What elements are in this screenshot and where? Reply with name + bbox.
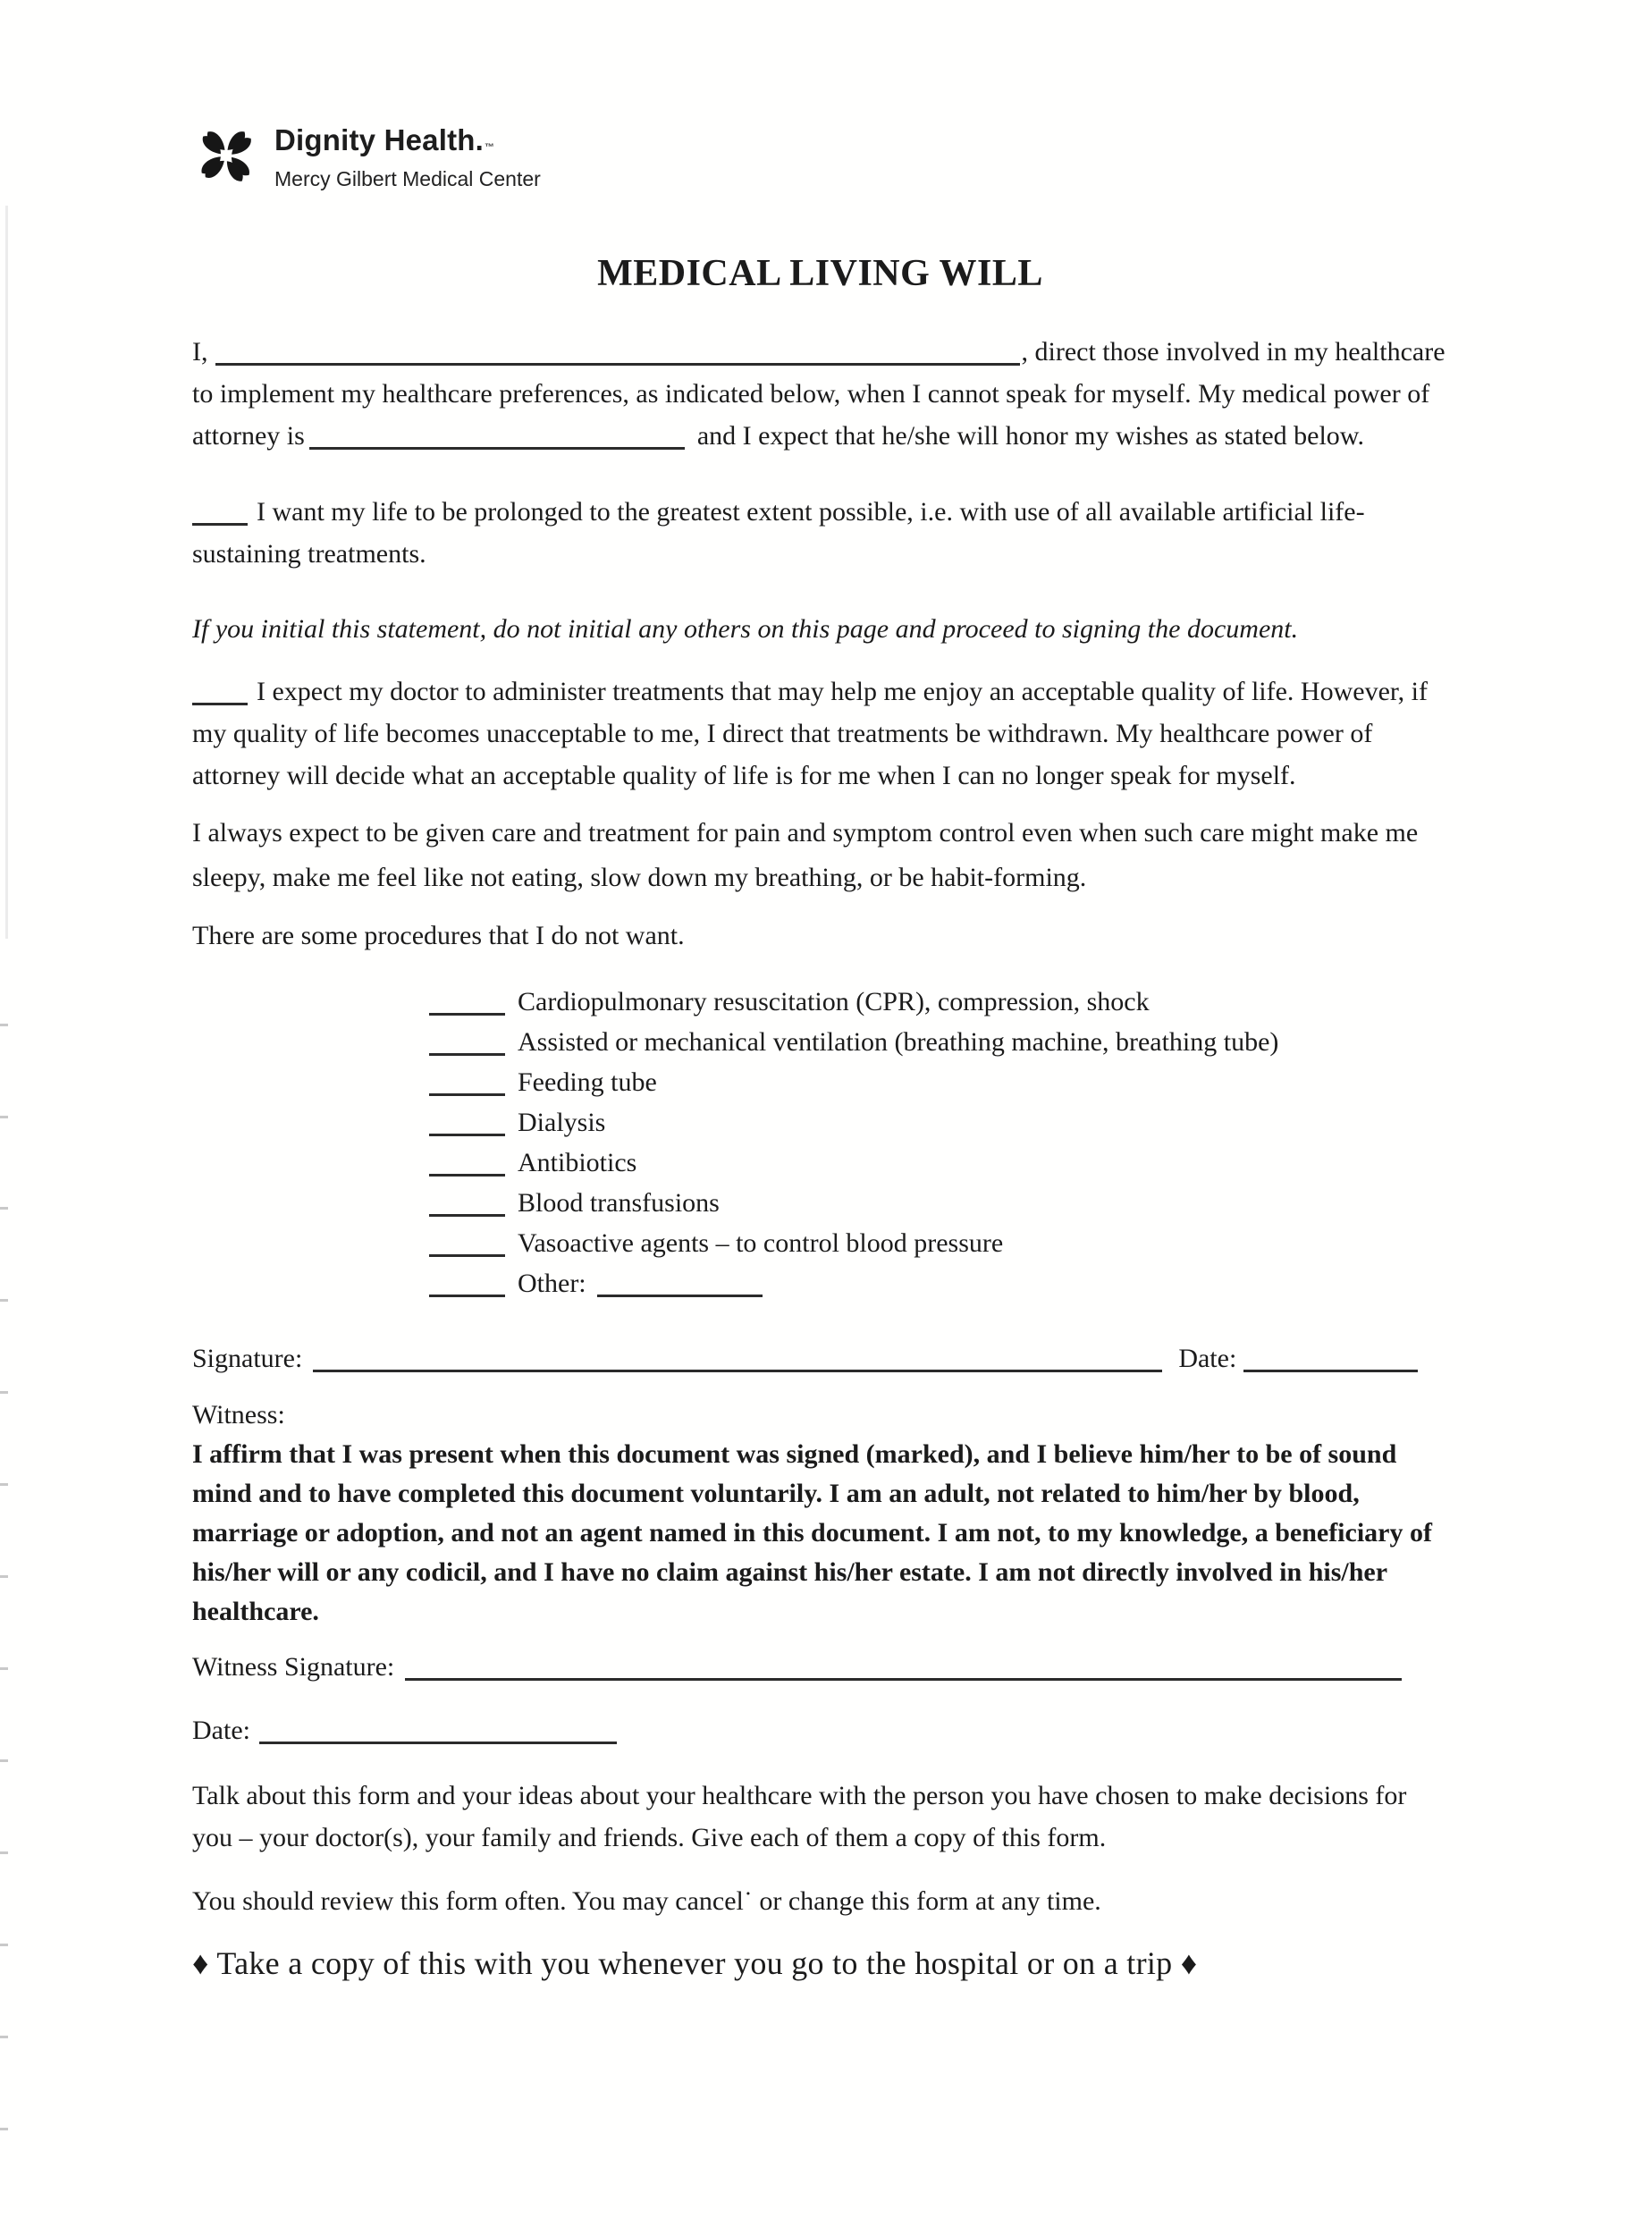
procedure-initials-blank[interactable]	[429, 1268, 505, 1297]
procedure-label: Assisted or mechanical ventilation (breathing machine, breathing tube)	[518, 1027, 1279, 1057]
scan-artifact-tick	[0, 1207, 8, 1210]
procedure-label: Dialysis	[518, 1108, 606, 1137]
signature-blank[interactable]	[313, 1343, 1162, 1372]
scan-artifact-tick	[0, 1759, 8, 1762]
prolong-statement	[192, 491, 1448, 575]
review-paragraph: You should review this form often. You may cancel˙ or change this form at any time.	[192, 1886, 1101, 1916]
procedures-list	[429, 982, 1448, 1303]
intro-paragraph	[192, 331, 1448, 457]
scan-artifact-tick	[0, 1667, 8, 1670]
procedure-label: Feeding tube	[518, 1067, 657, 1097]
witness-date-blank[interactable]	[259, 1715, 617, 1744]
intro-after-attorney: and I expect that he/she will honor my wishes as stated below.	[696, 421, 1365, 451]
procedure-item-antibiotics	[429, 1143, 1448, 1183]
other-procedure-blank[interactable]	[597, 1268, 763, 1297]
procedure-item-other	[429, 1263, 1448, 1303]
procedure-item-ventilation	[429, 1022, 1448, 1062]
intro-lead: I,	[192, 337, 208, 367]
prolong-statement-text: I want my life to be prolonged to the greatest extent possible, i.e. with use of all available artificial life-sustaining treatments.	[192, 497, 1365, 569]
witness-affirmation: I affirm that I was present when this document was signed (marked), and I believe him/her to be of sound mind and to have completed this document voluntarily. I am an adult, not related to him/her by blood, marriage or adoption, and not an agent named in this document. I am not, to my knowledge, a beneficiary of his/her will or any codicil, and I have no claim against his/her estate. I am not directly involved in his/her healthcare.	[192, 1439, 1432, 1626]
document-title: MEDICAL LIVING WILL	[597, 253, 1043, 294]
declarant-name-blank[interactable]	[215, 336, 1020, 366]
procedure-label: Vasoactive agents – to control blood pressure	[518, 1228, 1004, 1258]
quality-statement	[192, 670, 1448, 797]
procedure-item-cpr	[429, 982, 1448, 1022]
brand-header	[192, 122, 1448, 191]
scan-artifact-line	[5, 206, 8, 939]
dignity-health-flower-icon	[192, 122, 260, 190]
date-label: Date:	[1178, 1344, 1237, 1373]
attorney-name-blank[interactable]	[309, 420, 685, 450]
brand-name-text: Dignity Health.	[274, 123, 485, 156]
scan-artifact-tick	[0, 1024, 8, 1026]
scan-artifact-tick	[0, 1116, 8, 1118]
procedures-intro: There are some procedures that I do not want.	[192, 921, 685, 950]
procedure-initials-blank[interactable]	[429, 1147, 505, 1177]
procedure-initials-blank[interactable]	[429, 1067, 505, 1096]
witness-signature-blank[interactable]	[405, 1651, 1402, 1681]
procedure-label: Other:	[518, 1269, 586, 1298]
procedure-initials-blank[interactable]	[429, 986, 505, 1016]
signature-label: Signature:	[192, 1344, 303, 1373]
procedure-item-feeding-tube	[429, 1062, 1448, 1102]
procedure-label: Cardiopulmonary resuscitation (CPR), compression, shock	[518, 987, 1150, 1016]
procedure-label: Antibiotics	[518, 1148, 637, 1177]
trademark-symbol: ™	[485, 142, 495, 153]
initial-note: If you initial this statement, do not initial any others on this page and proceed to signing the document.	[192, 614, 1299, 644]
witness-signature-row	[192, 1646, 1448, 1688]
signature-row	[192, 1337, 1448, 1379]
talk-paragraph: Talk about this form and your ideas about your healthcare with the person you have chosen to make decisions for you – your doctor(s), your family and friends. Give each of them a copy of this form.	[192, 1781, 1407, 1852]
procedure-initials-blank[interactable]	[429, 1227, 505, 1257]
footer-reminder: ♦ Take a copy of this with you whenever you go to the hospital or on a trip ♦	[192, 1945, 1198, 1981]
intro-after-name: , direct those involved in my healthcare to implement my healthcare preferences, as indicated below, when I cannot speak for myself. My medical power of attorney is	[192, 337, 1446, 451]
scan-artifact-tick	[0, 1575, 8, 1578]
procedure-item-dialysis	[429, 1102, 1448, 1143]
brand-name	[274, 123, 541, 164]
procedure-label: Blood transfusions	[518, 1188, 720, 1218]
scan-artifact-tick	[0, 2128, 8, 2130]
witness-date-row	[192, 1709, 1448, 1751]
document-content	[0, 122, 1652, 1985]
scan-artifact-tick	[0, 1299, 8, 1302]
date-blank[interactable]	[1243, 1343, 1418, 1372]
quality-initials-blank[interactable]	[192, 676, 248, 705]
scan-artifact-tick	[0, 2036, 8, 2038]
procedure-initials-blank[interactable]	[429, 1026, 505, 1056]
procedure-initials-blank[interactable]	[429, 1107, 505, 1136]
witness-signature-label: Witness Signature:	[192, 1652, 395, 1682]
comfort-care-paragraph: I always expect to be given care and treatment for pain and symptom control even when such care might make me sleepy, make me feel like not eating, slow down my breathing, or be habit-forming.	[192, 818, 1419, 892]
scan-artifact-tick	[0, 1483, 8, 1486]
scan-artifact-tick	[0, 1391, 8, 1394]
scan-artifact-tick	[0, 1851, 8, 1854]
procedure-initials-blank[interactable]	[429, 1187, 505, 1217]
witness-label: Witness:	[192, 1400, 285, 1430]
facility-name: Mercy Gilbert Medical Center	[274, 167, 541, 190]
procedure-item-blood-transfusions	[429, 1183, 1448, 1223]
scan-artifact-tick	[0, 1944, 8, 1946]
witness-date-label: Date:	[192, 1716, 250, 1745]
brand-text	[274, 122, 541, 191]
procedure-item-vasoactive-agents	[429, 1223, 1448, 1263]
prolong-initials-blank[interactable]	[192, 496, 248, 526]
quality-statement-text: I expect my doctor to administer treatments that may help me enjoy an acceptable quality of life. However, if my quality of life becomes unacceptable to me, I direct that treatments be withdrawn. My healthcare power of attorney will decide what an acceptable quality of life is for me when I can no longer speak for myself.	[192, 677, 1428, 790]
